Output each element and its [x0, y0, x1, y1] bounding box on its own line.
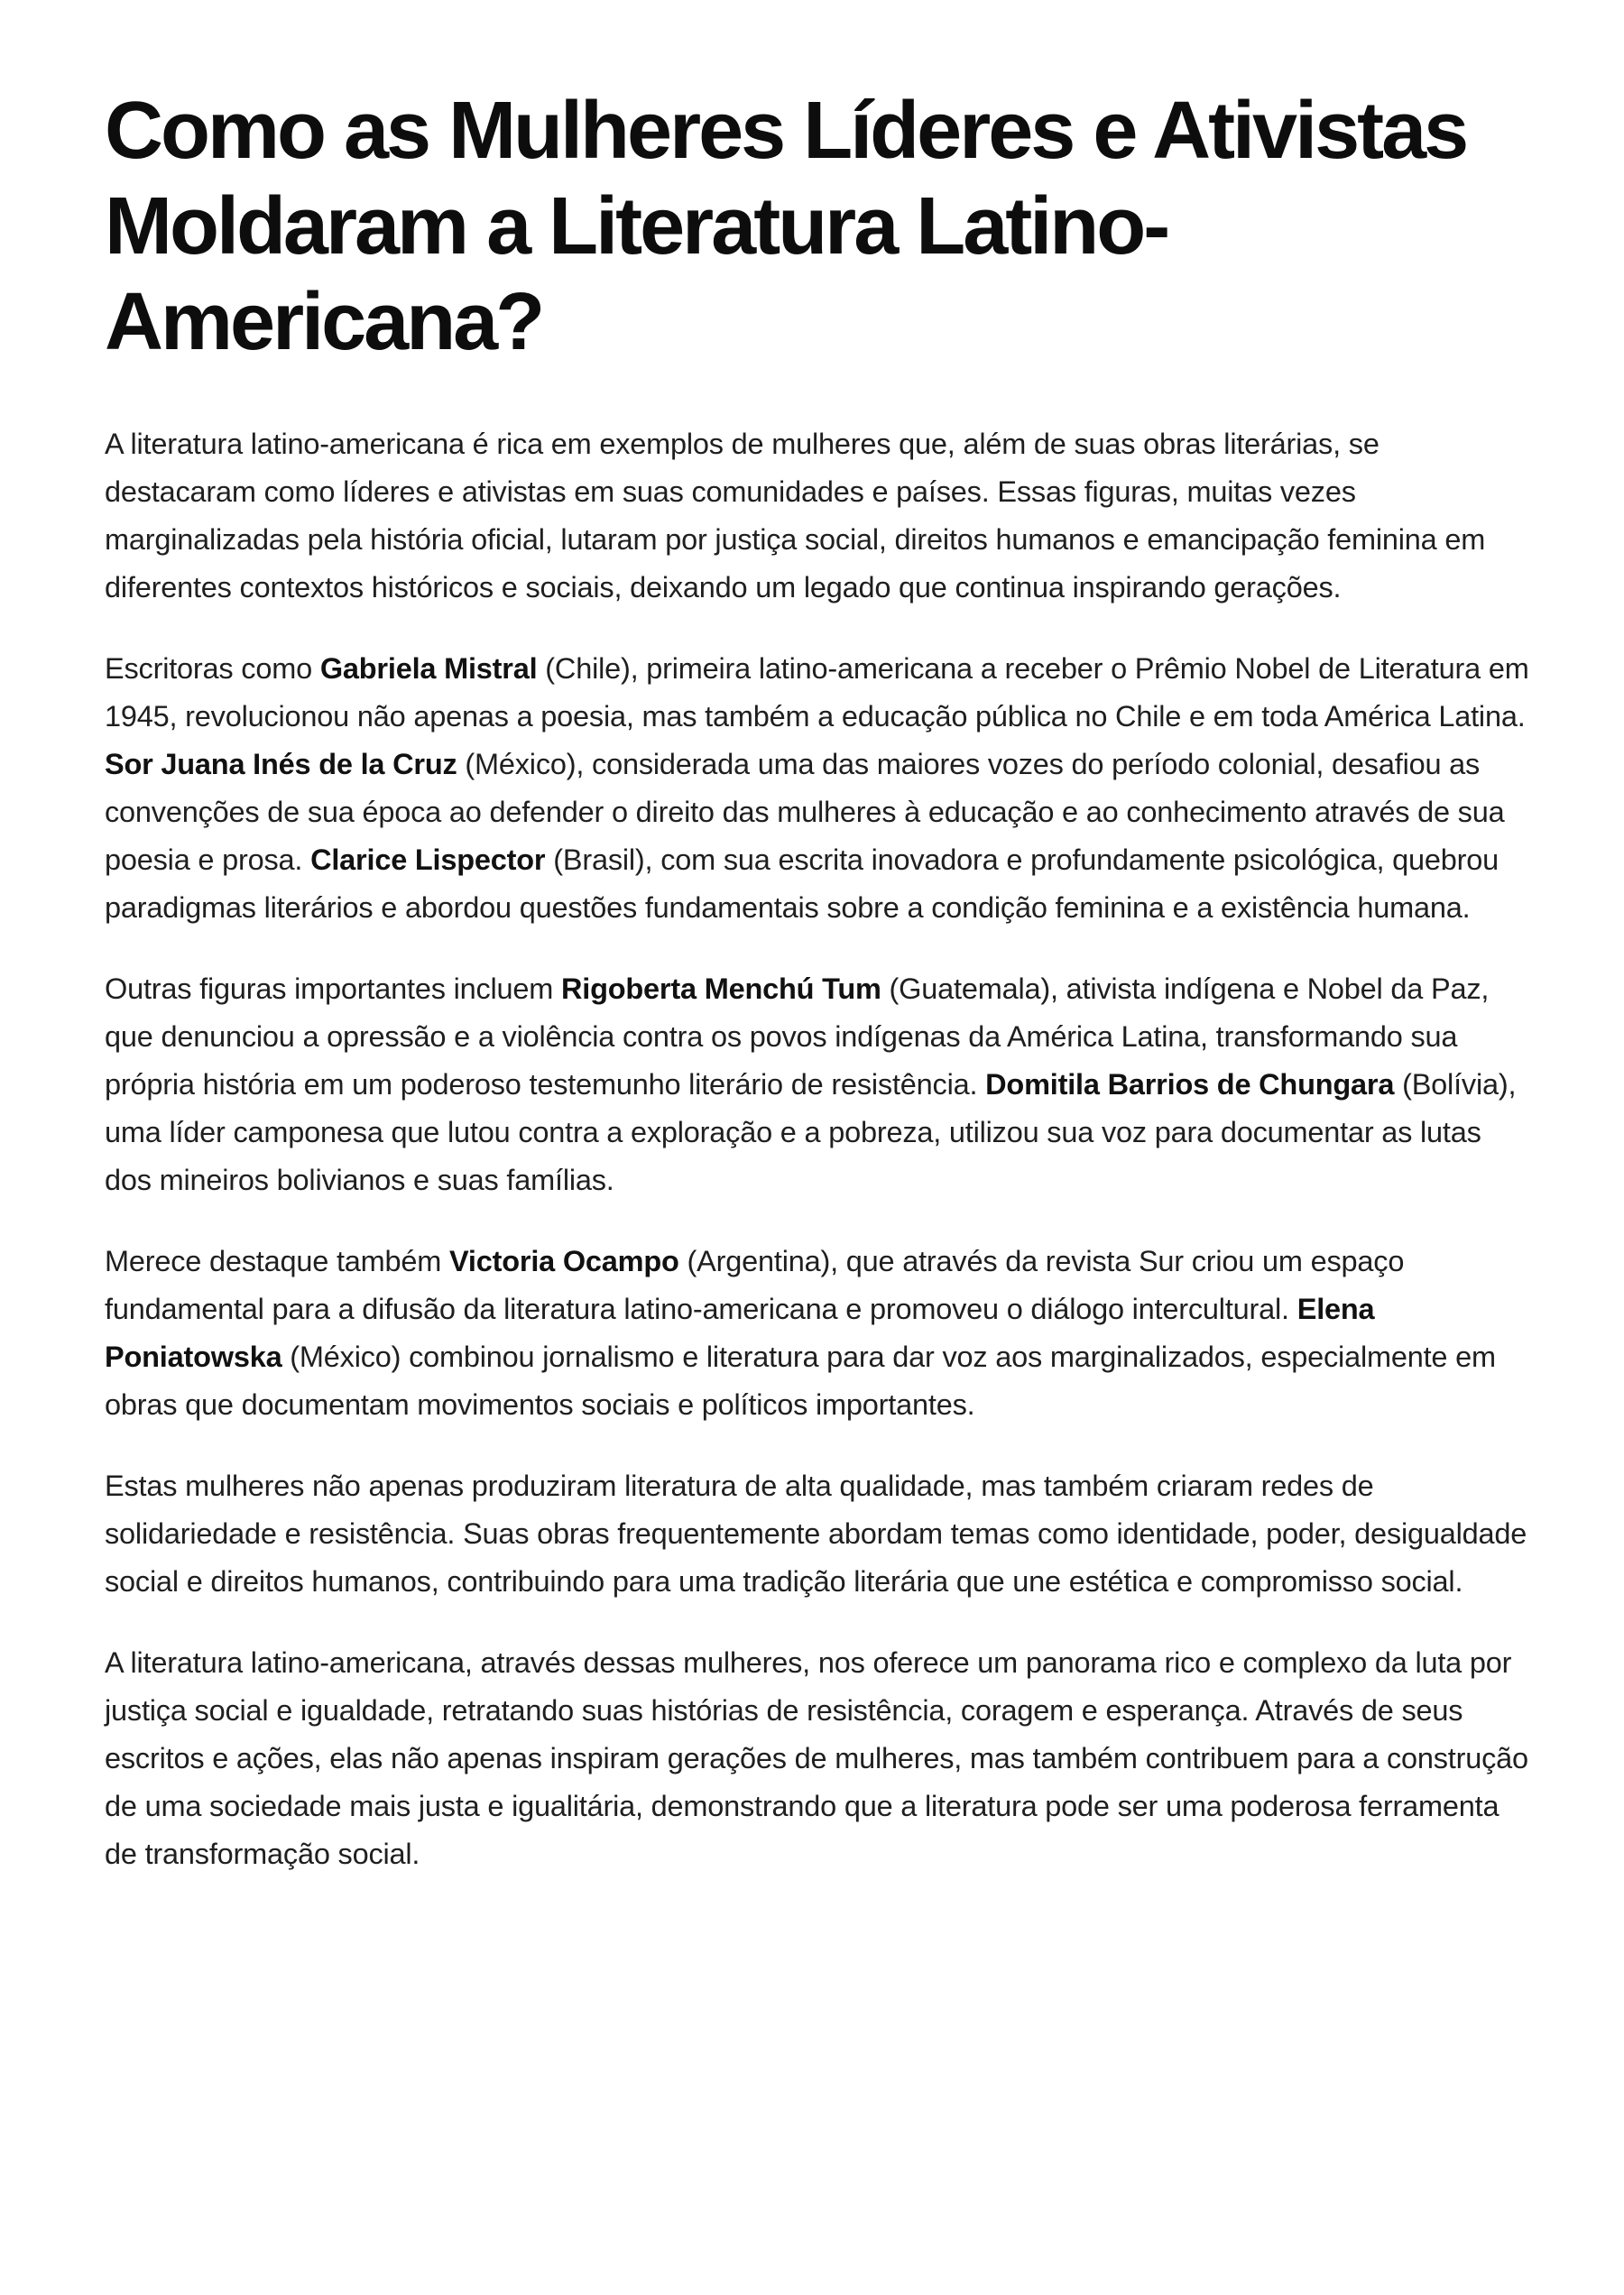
text-run: Escritoras como: [105, 652, 320, 685]
text-run: A literatura latino-americana é rica em exemplos de mulheres que, além de suas obras literárias, se destacaram como líderes e ativistas em suas comunidades e países. Essas figuras, muitas vezes marginalizadas pela história oficial, lutaram por justiça social, direitos humanos e emancipação feminina em diferentes contextos históricos e sociais, deixando um legado que continua inspirando gerações.: [105, 428, 1486, 604]
author-name: Gabriela Mistral: [319, 652, 538, 685]
text-run: (México) combinou jornalismo e literatura para dar voz aos marginalizados, especialmente em obras que documentam movimentos sociais e políticos importantes.: [105, 1341, 1496, 1421]
author-name: Clarice Lispector: [310, 843, 546, 876]
paragraph: [105, 1639, 1530, 1878]
text-run: Outras figuras importantes incluem: [105, 972, 561, 1005]
text-run: (Chile), primeira latino-americana a receber o Prêmio Nobel de Literatura em 1945, revolucionou não apenas a poesia, mas também a educação pública no Chile e em toda América Latina.: [105, 652, 1529, 733]
author-name: Elena Poniatowska: [105, 1293, 1375, 1373]
author-name: Sor Juana Inés de la Cruz: [105, 748, 457, 780]
author-name: Rigoberta Menchú Tum: [561, 972, 881, 1005]
paragraph: [105, 1462, 1530, 1606]
text-run: A literatura latino-americana, através dessas mulheres, nos oferece um panorama rico e complexo da luta por justiça social e igualdade, retratando suas histórias de resistência, coragem e esperança. Através de seus escritos e ações, elas não apenas inspiram gerações de mulheres, mas também contribuem para a construção de uma sociedade mais justa e igualitária, demonstrando que a literatura pode ser uma poderosa ferramenta de transformação social.: [105, 1646, 1528, 1870]
text-run: (México), considerada uma das maiores vozes do período colonial, desafiou as convenções de sua época ao defender o direito das mulheres à educação e ao conhecimento através de sua poesia e prosa.: [105, 748, 1505, 876]
article-body: [105, 420, 1530, 1878]
text-run: (Brasil), com sua escrita inovadora e profundamente psicológica, quebrou paradigmas literários e abordou questões fundamentais sobre a condição feminina e a existência humana.: [105, 843, 1499, 924]
text-run: (Argentina), que através da revista Sur criou um espaço fundamental para a difusão da literatura latino-americana e promoveu o diálogo intercultural.: [105, 1245, 1405, 1325]
paragraph: [105, 965, 1530, 1204]
text-run: Estas mulheres não apenas produziram literatura de alta qualidade, mas também criaram redes de solidariedade e resistência. Suas obras frequentemente abordam temas como identidade, poder, desigualdade social e direitos humanos, contribuindo para uma tradição literária que une estética e compromisso social.: [105, 1470, 1527, 1598]
paragraph: [105, 420, 1530, 612]
paragraph: [105, 1238, 1530, 1429]
text-run: (Guatemala), ativista indígena e Nobel da Paz, que denunciou a opressão e a violência contra os povos indígenas da América Latina, transformando sua própria história em um poderoso testemunho literário de resistência.: [105, 972, 1490, 1101]
author-name: Victoria Ocampo: [449, 1245, 679, 1277]
document-page: [105, 83, 1530, 1912]
text-run: (Bolívia), uma líder camponesa que lutou contra a exploração e a pobreza, utilizou sua voz para documentar as lutas dos mineiros bolivianos e suas famílias.: [105, 1068, 1517, 1196]
author-name: Domitila Barrios de Chungara: [985, 1068, 1395, 1101]
paragraph: [105, 645, 1530, 932]
article-title: Como as Mulheres Líderes e Ativistas Moldaram a Literatura Latino-Americana?: [105, 86, 1467, 367]
text-run: Merece destaque também: [105, 1245, 449, 1277]
